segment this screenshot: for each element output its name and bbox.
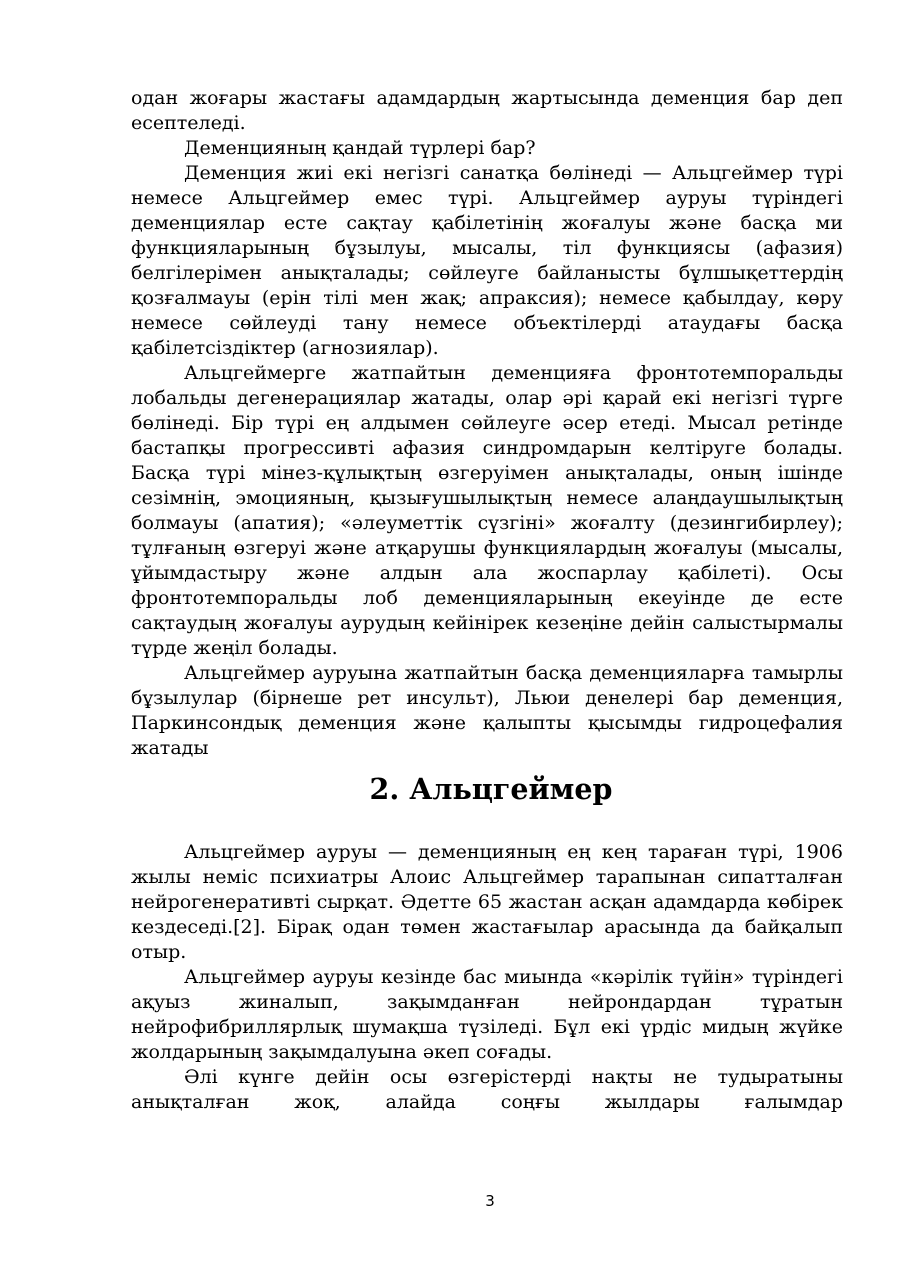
paragraph-alzheimer-causes: Әлі күнге дейін осы өзгерістерді нақты не тудыратыны анықталған жоқ, алайда соңғы жылдары ғалымдар	[131, 1066, 843, 1113]
paragraph-question: Деменцияның қандай түрлері бар?	[184, 137, 536, 159]
page-number: 3	[485, 1192, 495, 1210]
paragraph-dementia-types: Деменция жиі екі негізгі санатқа бөлінеді — Альцгеймер түрі немесе Альцгеймер емес түрі. Альцгеймер ауруы түріндегі деменциялар есте сақтау қабілетінің жоғалуы және басқа ми функцияларының бұзылуы, мысалы, тіл функциясы (афазия) белгілерімен анықталады; сөйлеуге байланысты бұлшықеттердің қозғалмауы (ерін тілі мен жақ; апраксия); немесе қабылдау, көру немесе сөйлеуді тану немесе объектілерді атаудағы басқа қабілетсіздіктер (агнозиялар).	[131, 162, 843, 359]
paragraph-alzheimer-intro: Альцгеймер ауруы — деменцияның ең кең тараған түрі, 1906 жылы неміс психиатры Алоис Альцгеймер тарапынан сипатталған нейрогенеративті сырқат. Әдетте 65 жастан асқан адамдарда көбірек кездеседі.[2]. Бірақ одан төмен жастағылар арасында да байқалып отыр.	[131, 841, 843, 963]
paragraph-continuation: одан жоғары жастағы адамдардың жартысында деменция бар деп есептеледі.	[131, 87, 843, 134]
document-body	[131, 86, 843, 1115]
paragraph-non-alzheimer: Альцгеймерге жатпайтын деменцияға фронтотемпоральды лобальды дегенерациялар жатады, олар әрі қарай екі негізгі түрге бөлінеді. Бір түрі ең алдымен сөйлеуге әсер етеді. Мысал ретінде бастапқы прогрессивті афазия синдромдарын келтіруге болады. Басқа түрі мінез-құлықтың өзгеруімен анықталады, оның ішінде сезімнің, эмоцияның, қызығушылықтың немесе алаңдаушылықтың болмауы (апатия); «әлеуметтік сүзгіні» жоғалту (дезингибирлеу); тұлғаның өзгеруі және атқарушы функциялардың жоғалуы (мысалы, ұйымдастыру және алдын ала жоспарлау қабілеті). Осы фронтотемпоральды лоб деменцияларының екеуінде де есте сақтаудың жоғалуы аурудың кейінірек кезеңіне дейін салыстырмалы түрде жеңіл болады.	[131, 362, 843, 659]
paragraph-other-dementias: Альцгеймер ауруына жатпайтын басқа деменцияларға тамырлы бұзылулар (бірнеше рет инсульт), Льюи денелері бар деменция, Паркинсондық деменция және қалыпты қысымды гидроцефалия жатады	[131, 662, 843, 759]
section-heading: 2. Альцгеймер	[369, 772, 613, 806]
paragraph-alzheimer-pathology: Альцгеймер ауруы кезінде бас миында «кәрілік түйін» түріндегі ақуыз жиналып, зақымданған нейрондардан тұратын нейрофибриллярлық шумақша түзіледі. Бұл екі үрдіс мидың жүйке жолдарының зақымдалуына әкеп соғады.	[131, 966, 843, 1063]
